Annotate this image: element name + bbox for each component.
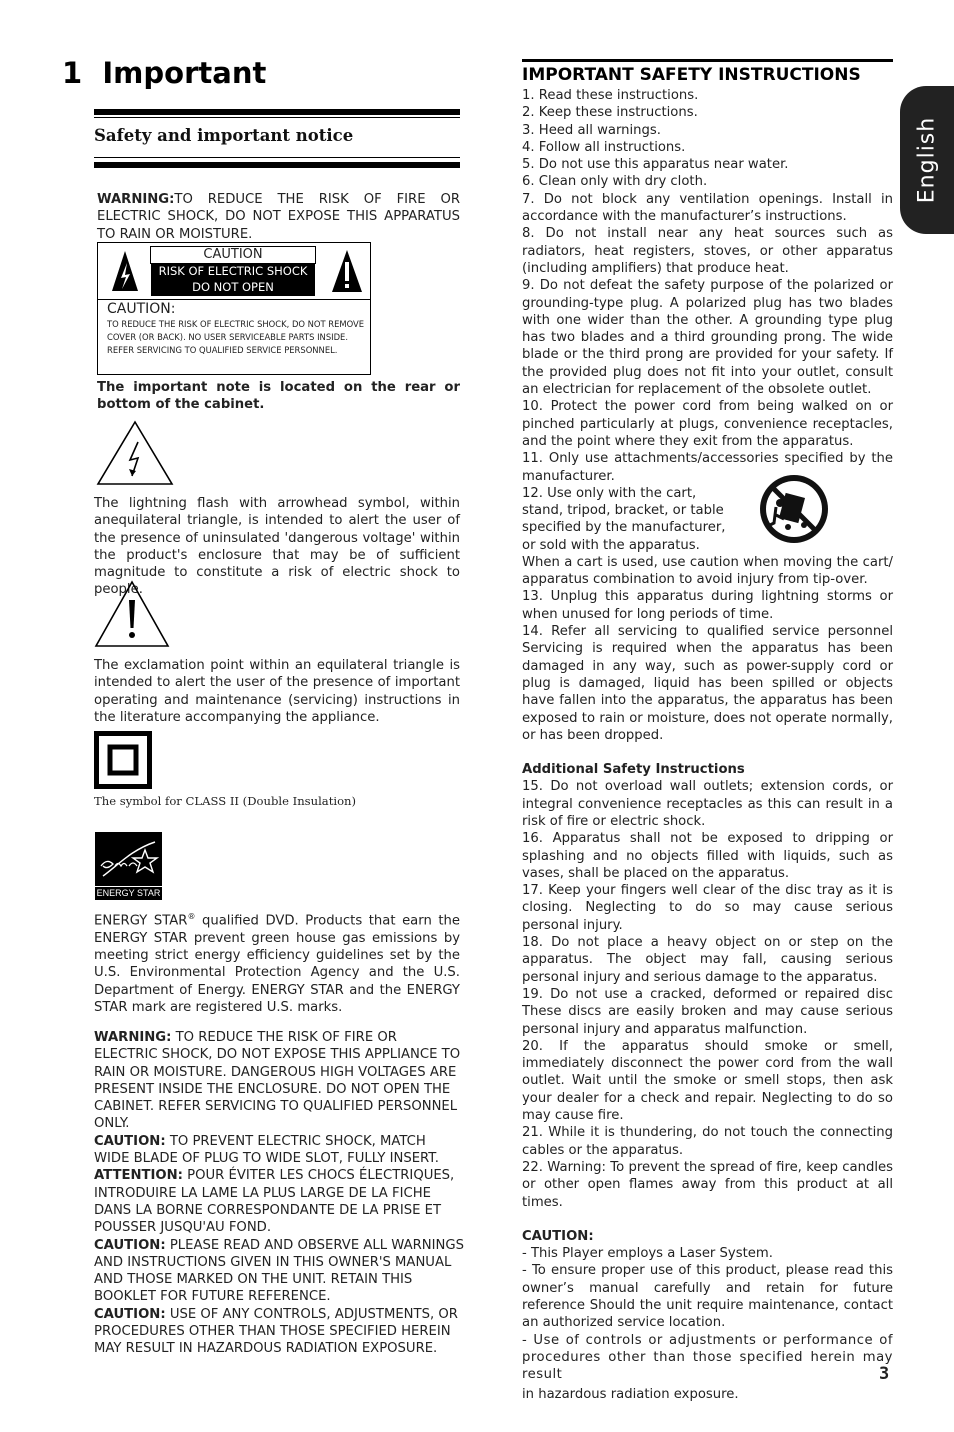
additional-item: 20. If the apparatus should smoke or smell, immediately disconnect the power cord from the wall outlet. Wait until the smoke or smell stops, then ask your dealer for a check and repair. Neglecting to do so may cause fire.	[522, 1038, 893, 1124]
additional-item: 19. Do not use a cracked, deformed or repaired disc These discs are easily broken and may cause serious personal injury and apparatus malfunction.	[522, 986, 893, 1037]
chapter-title: 1 Important	[62, 56, 267, 90]
item12-line: 12. Use only with the cart,	[522, 485, 697, 501]
page-number: 3	[879, 1364, 890, 1384]
additional-item: 21. While it is thundering, do not touch the connecting cables or the apparatus.	[522, 1125, 893, 1158]
class-ii-icon	[94, 731, 152, 789]
item12-line: or sold with the apparatus.	[522, 537, 700, 553]
lightning-description: The lightning flash with arrowhead symbol, within anequilateral triangle, is intended to alert the user of the presence of uninsulated 'dangerous voltage' within the product's enclosure that may be of sufficient magnitude to constitute a risk of electric shock to people.	[94, 496, 460, 598]
warning-item: ATTENTION: POUR ÉVITER LES CHOCS ÉLECTRIQUES, INTRODUIRE LA LAME LA PLUS LARGE DE LA FICHE DANS LA BORNE CORRESPONDANTE DE LA PRISE ET POUSSER JUSQU'AU FOND.	[94, 1168, 455, 1236]
caution-label-heading: CAUTION:	[107, 301, 176, 317]
lightning-symbol-icon	[96, 420, 174, 486]
caution-title: CAUTION:	[522, 1228, 594, 1244]
safety-instructions	[522, 87, 893, 1404]
instruction-item: 2. Keep these instructions.	[522, 105, 698, 121]
item12-line: stand, tripod, bracket, or table	[522, 503, 724, 519]
exclamation-triangle-icon	[330, 248, 364, 294]
cart-warning-icon	[756, 473, 832, 549]
language-tab: English	[900, 86, 954, 234]
safety-title-rule	[522, 59, 893, 62]
caution-item: - Use of controls or adjustments or performance of procedures other than those specified herein may result	[522, 1332, 893, 1383]
warning-item: CAUTION: TO PREVENT ELECTRIC SHOCK, MATCH WIDE BLADE OF PLUG TO WIDE SLOT, FULLY INSERT.	[94, 1133, 439, 1167]
energy-star-logo	[95, 832, 162, 900]
warnings-block	[94, 1029, 464, 1358]
warning-item: CAUTION: USE OF ANY CONTROLS, ADJUSTMENTS, OR PROCEDURES OTHER THAN THOSE SPECIFIED HEREIN MAY RESULT IN HAZARDOUS RADIATION EXPOSURE.	[94, 1306, 458, 1357]
instruction-item: 11. Only use attachments/accessories specified by the manufacturer.	[522, 451, 893, 484]
item12-line: specified by the manufacturer,	[522, 520, 726, 536]
caution-item: in hazardous radiation exposure.	[522, 1387, 739, 1403]
energy-star-icon	[97, 836, 160, 884]
instruction-item: 8. Do not install near any heat sources such as radiators, heat registers, stoves, or other apparatus (including amplifiers) that produce heat.	[522, 226, 893, 276]
section-rule-bottom	[94, 162, 460, 168]
section-rule-top	[94, 109, 460, 115]
warning-item: CAUTION: PLEASE READ AND OBSERVE ALL WARNINGS AND INSTRUCTIONS GIVEN IN THIS OWNER'S MANUAL AND THOSE MARKED ON THE UNIT. RETAIN THIS BOOKLET FOR FUTURE REFERENCE.	[94, 1237, 464, 1305]
instruction-item: When a cart is used, use caution when moving the cart/ apparatus combination to avoid injury from tip-over.	[522, 554, 893, 588]
instruction-item: 14. Refer all servicing to qualified service personnel Servicing is required when the apparatus has been damaged in any way, such as power-supply cord or plug is damaged, liquid has been spilled or objects have fallen into the apparatus, the apparatus has been exposed to rain or moisture, does not operate normally, or has been dropped.	[522, 624, 893, 743]
instruction-item: 3. Heed all warnings.	[522, 122, 661, 138]
energy-star-caption: ENERGY STAR	[96, 888, 161, 898]
safety-title: IMPORTANT SAFETY INSTRUCTIONS	[522, 65, 861, 85]
instruction-item-12	[522, 485, 893, 554]
lightning-triangle-icon	[110, 249, 140, 293]
caution-label-title: CAUTION	[150, 246, 316, 264]
warning-item: WARNING: TO REDUCE THE RISK OF FIRE OR ELECTRIC SHOCK, DO NOT EXPOSE THIS APPLIANCE TO RAIN OR MOISTURE. DANGEROUS HIGH VOLTAGES ARE PRESENT INSIDE THE ENCLOSURE. DO NOT OPEN THE CABINET. REFER SERVICING TO QUALIFIED PERSONNEL ONLY.	[94, 1030, 461, 1132]
instruction-item: 13. Unplug this apparatus during lightning storms or when unused for long periods of time.	[522, 589, 893, 622]
warning-paragraph: WARNING:TO REDUCE THE RISK OF FIRE OR ELECTRIC SHOCK, DO NOT EXPOSE THIS APPARATUS TO RAIN OR MOISTURE.	[97, 192, 460, 242]
caution-label	[97, 242, 371, 375]
additional-item: 17. Keep your fingers well clear of the disc tray as it is closing. Neglecting to do so may cause serious personal injury.	[522, 883, 893, 933]
instruction-item: 7. Do not block any ventilation openings. Install in accordance with the manufacturer’s instructions.	[522, 191, 893, 225]
energy-star-paragraph: ENERGY STAR® qualified DVD. Products that earn the ENERGY STAR prevent green house gas emissions by meeting strict energy efficiency guidelines set by the U.S. Environmental Protection Agency and the U.S. Department of Energy. ENERGY STAR and the ENERGY STAR mark are registered U.S. marks.	[94, 912, 460, 1015]
additional-item: 18. Do not place a heavy object on or step on the apparatus. The object may fall, causing serious personal injury and serious damage to the apparatus.	[522, 935, 893, 985]
exclamation-symbol-icon	[94, 580, 170, 648]
additional-item: 15. Do not overload wall outlets; extension cords, or integral convenience receptacles as this can result in a risk of fire or electric shock.	[522, 779, 893, 829]
additional-item: 16. Apparatus shall not be exposed to dripping or splashing and no objects filled with liquids, such as vases, shall be placed on the apparatus.	[522, 831, 893, 881]
instruction-item: 6. Clean only with dry cloth.	[522, 174, 708, 190]
caution-item: - To ensure proper use of this product, please read this owner’s manual carefully and retain for future reference Should the unit require maintenance, contact an authorized service location.	[522, 1263, 893, 1331]
caution-label-text: TO REDUCE THE RISK OF ELECTRIC SHOCK, DO NOT REMOVE COVER (OR BACK). NO USER SERVICEABLE PARTS INSIDE. REFER SERVICING TO QUALIFIED SERVICE PERSONNEL.	[107, 319, 365, 355]
section-rule-top-thin	[94, 117, 460, 118]
caution-item: - This Player employs a Laser System.	[522, 1246, 773, 1262]
instruction-item: 5. Do not use this apparatus near water.	[522, 157, 789, 173]
class-ii-caption: The symbol for CLASS II (Double Insulation)	[94, 794, 357, 808]
caution-label-warning: RISK OF ELECTRIC SHOCK DO NOT OPEN	[151, 263, 315, 296]
additional-item: 22. Warning: To prevent the spread of fire, keep candles or other open flames away from this product at all times.	[522, 1159, 893, 1210]
section-title: Safety and important notice	[94, 126, 354, 145]
instruction-item: 4. Follow all instructions.	[522, 139, 686, 155]
exclamation-description: The exclamation point within an equilateral triangle is intended to alert the user of the presence of important operating and maintenance (servicing) instructions in the literature accompanying the appliance.	[94, 658, 460, 725]
section-rule-bottom-thin	[94, 157, 460, 158]
additional-title: Additional Safety Instructions	[522, 762, 745, 778]
instruction-item: 9. Do not defeat the safety purpose of the polarized or grounding-type plug. A polarized plug has two blades with one wider than the other. A grounding type plug has two blades and a third grounding prong. The wide blade or the third prong are provided for your safety. If the provided plug does not fit into your outlet, consult an electrician for replacement of the obsolete outlet.	[522, 278, 893, 398]
instruction-item: 1. Read these instructions.	[522, 88, 699, 103]
important-note: The important note is located on the rear or bottom of the cabinet.	[97, 380, 460, 413]
instruction-item: 10. Protect the power cord from being walked on or pinched particularly at plugs, convenience receptacles, and the point where they exit from the apparatus.	[522, 399, 893, 449]
